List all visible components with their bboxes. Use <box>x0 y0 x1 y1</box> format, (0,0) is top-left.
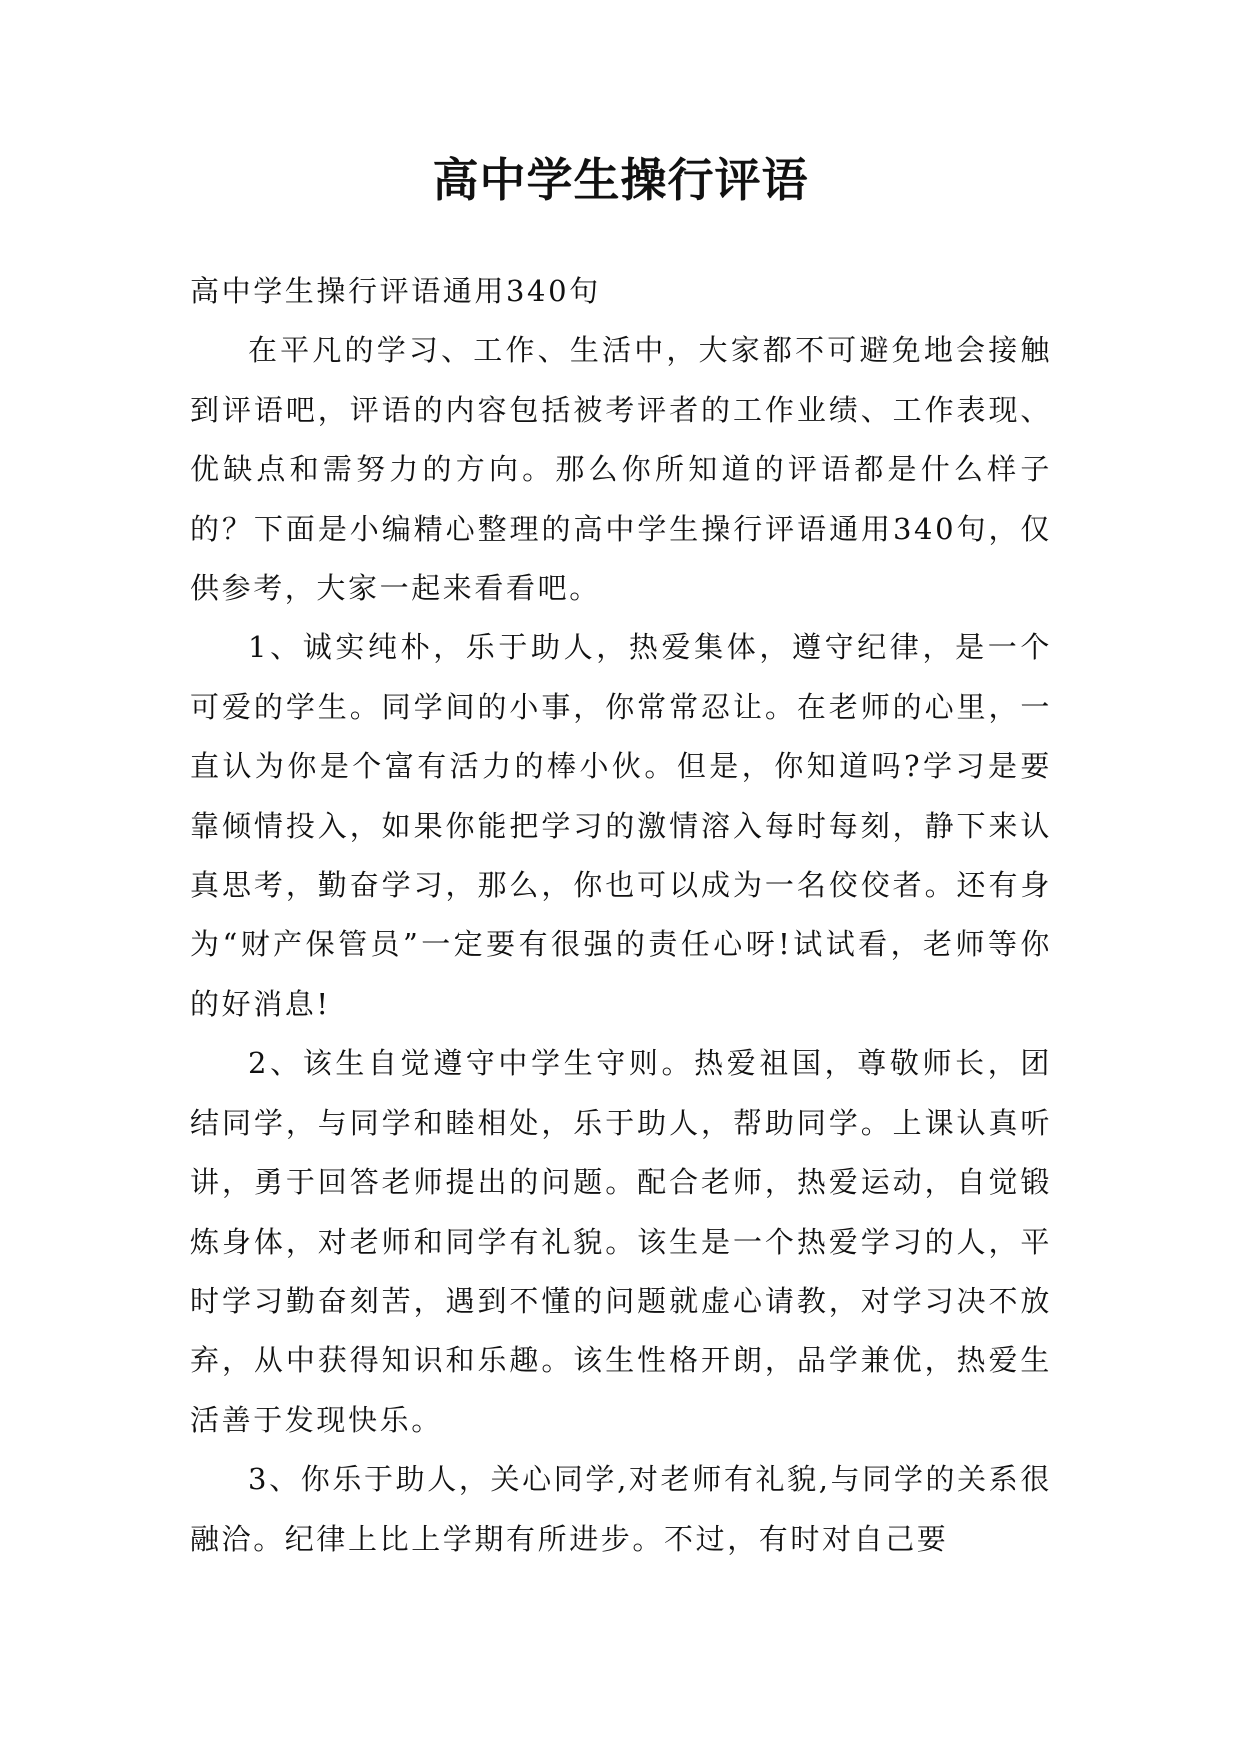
body-paragraph-1: 1、诚实纯朴，乐于助人，热爱集体，遵守纪律，是一个可爱的学生。同学间的小事，你常常忍让。在老师的心里，一直认为你是个富有活力的棒小伙。但是，你知道吗?学习是要靠倾情投入，如果你能把学习的激情溶入每时每刻，静下来认真思考，勤奋学习，那么，你也可以成为一名佼佼者。还有身为“财产保管员”一定要有很强的责任心呀!试试看，老师等你的好消息! <box>190 630 1052 1021</box>
body-paragraph-2: 2、该生自觉遵守中学生守则。热爱祖国，尊敬师长，团结同学，与同学和睦相处，乐于助人，帮助同学。上课认真听讲，勇于回答老师提出的问题。配合老师，热爱运动，自觉锻炼身体，对老师和同学有礼貌。该生是一个热爱学习的人，平时学习勤奋刻苦，遇到不懂的问题就虚心请教，对学习决不放弃，从中获得知识和乐趣。该生性格开朗，品学兼优，热爱生活善于发现快乐。 <box>190 1046 1052 1437</box>
document-body <box>190 262 1052 1569</box>
body-paragraph-intro: 在平凡的学习、工作、生活中，大家都不可避免地会接触到评语吧，评语的内容包括被考评者的工作业绩、工作表现、优缺点和需努力的方向。那么你所知道的评语都是什么样子的？下面是小编精心整理的高中学生操行评语通用340句，仅供参考，大家一起来看看吧。 <box>190 333 1052 606</box>
document-title: 高中学生操行评语 <box>432 153 809 207</box>
document-subtitle: 高中学生操行评语通用340句 <box>190 274 601 308</box>
body-paragraph-3: 3、你乐于助人，关心同学,对老师有礼貌,与同学的关系很融洽。纪律上比上学期有所进步。不过，有时对自己要 <box>190 1462 1052 1556</box>
